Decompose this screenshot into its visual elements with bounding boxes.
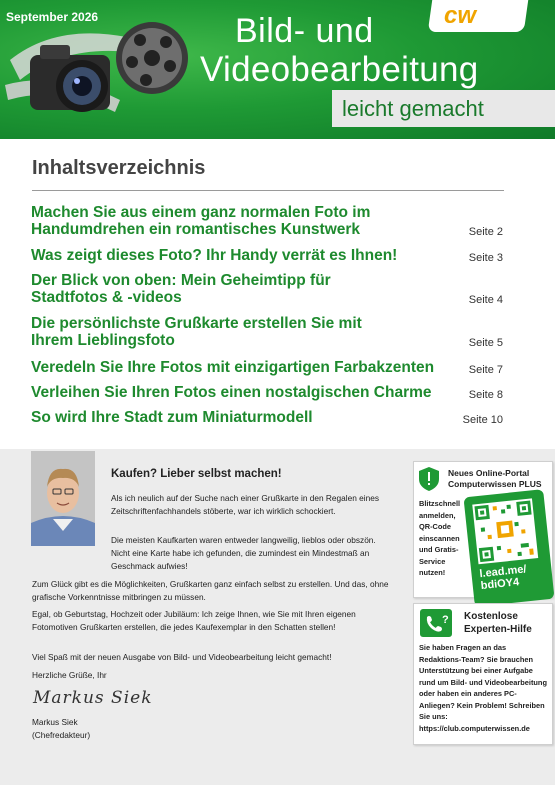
toc-item[interactable] bbox=[31, 247, 531, 264]
toc-item-page: Seite 4 bbox=[468, 294, 503, 306]
logo: cw bbox=[444, 2, 477, 29]
toc-item-title[interactable]: Der Blick von oben: Mein Geheimtipp für Stadtfotos & -videos bbox=[31, 272, 331, 306]
toc-item-title[interactable]: Machen Sie aus einem ganz normalen Foto im Handumdrehen ein romantisches Kunstwerk bbox=[31, 204, 371, 238]
help-title-line-1: Kostenlose bbox=[464, 611, 518, 622]
editorial-greeting: Herzliche Grüße, Ihr bbox=[32, 670, 107, 680]
toc-item[interactable] bbox=[31, 359, 531, 376]
subtitle: leicht gemacht bbox=[342, 96, 484, 121]
toc-item[interactable] bbox=[31, 384, 531, 401]
editorial-paragraph-start: Die meisten Kaufkarten waren entweder langweilig, lieblos oder obszön. Nicht eine Karte habe ich gefunden, die zumindest ein Mindestmaß an Geschmack aufwies! bbox=[111, 535, 376, 571]
toc-item-title[interactable]: So wird Ihre Stadt zum Miniaturmodell bbox=[31, 409, 313, 426]
logo-badge bbox=[428, 0, 528, 32]
toc-item-page: Seite 8 bbox=[468, 389, 503, 401]
toc-item[interactable] bbox=[31, 272, 531, 306]
svg-text:?: ? bbox=[442, 614, 449, 626]
toc-heading: Inhaltsverzeichnis bbox=[32, 157, 206, 179]
toc-item-page: Seite 3 bbox=[468, 252, 503, 264]
title-line-2: Videobearbeitung bbox=[200, 50, 479, 89]
author-role: (Chefredakteur) bbox=[32, 730, 91, 740]
editorial-paragraph: Als ich neulich auf der Suche nach einer Grußkarte in den Regalen eines Zeitschriftenfachhandels stöberte, war ich wirklich schockiert. bbox=[111, 493, 379, 516]
qr-url[interactable] bbox=[479, 563, 528, 592]
toc-item-title[interactable]: Die persönlichste Grußkarte erstellen Sie mit Ihrem Lieblingsfoto bbox=[31, 315, 362, 349]
toc-item-title[interactable]: Veredeln Sie Ihre Fotos mit einzigartigen Farbakzenten bbox=[31, 359, 435, 376]
editorial-paragraph: Zum Glück gibt es die Möglichkeiten, Grußkarten ganz einfach selbst zu erstellen. Und das, ohne grafische Vorkenntnisse mitbringen zu müssen. bbox=[32, 579, 389, 602]
expert-help-box bbox=[413, 603, 553, 745]
editorial-heading: Kaufen? Lieber selbst machen! bbox=[111, 468, 282, 480]
shield-icon bbox=[418, 466, 440, 492]
qr-code[interactable] bbox=[472, 498, 538, 564]
portal-title-line-1: Neues Online-Portal bbox=[448, 468, 530, 478]
toc-item-page: Seite 10 bbox=[462, 414, 503, 426]
portal-title-line-2: Computerwissen PLUS bbox=[448, 479, 542, 489]
editorial-paragraph: Viel Spaß mit der neuen Ausgabe von Bild- und Videobearbeitung leicht gemacht! bbox=[32, 652, 332, 662]
toc-item-page: Seite 5 bbox=[468, 337, 503, 349]
toc-item[interactable] bbox=[31, 204, 531, 238]
help-title-line-2: Experten-Hilfe bbox=[464, 623, 532, 635]
signature: Markus Siek bbox=[33, 688, 153, 708]
portal-text: Blitzschnell anmelden, QR-Code einscannen und Gratis-Service nutzen! bbox=[419, 499, 461, 577]
toc-item-title[interactable]: Verleihen Sie Ihren Fotos einen nostalgischen Charme bbox=[31, 384, 432, 401]
phone-question-icon bbox=[420, 609, 452, 637]
toc-divider bbox=[32, 190, 504, 191]
header-banner bbox=[0, 0, 555, 139]
toc-item-page: Seite 2 bbox=[468, 226, 503, 238]
help-title bbox=[464, 611, 532, 636]
issue-date: September 2026 bbox=[6, 10, 99, 24]
toc-item[interactable] bbox=[31, 409, 531, 426]
editorial-paragraph: Egal, ob Geburtstag, Hochzeit oder Jubiläum: Ich zeige Ihnen, wie Sie mit Ihren eigenen Fotomotiven Grußkarten erstellen, die jedes Kaufexemplar in den Schatten stellen! bbox=[32, 609, 356, 632]
qr-url-line-1[interactable]: l.ead.me/ bbox=[478, 563, 528, 581]
editorial-paragraph bbox=[111, 534, 386, 573]
toc-item-page: Seite 7 bbox=[468, 364, 503, 376]
portal-title bbox=[448, 468, 542, 490]
author-name: Markus Siek bbox=[32, 717, 78, 727]
help-text: Sie haben Fragen an das Redaktions-Team? Sie brauchen Unterstützung bei einer Aufgabe rund um Bild- und Videobearbeitung oder haben ein anderes PC-Anliegen? Kein Problem! Schreiben Sie uns: https://club.computerwissen.de bbox=[419, 643, 547, 733]
toc-item[interactable] bbox=[31, 315, 531, 349]
qr-url-line-2[interactable]: bdiOY4 bbox=[480, 576, 520, 593]
toc-item-title[interactable]: Was zeigt dieses Foto? Ihr Handy verrät es Ihnen! bbox=[31, 247, 398, 264]
qr-code-card[interactable] bbox=[463, 489, 554, 607]
title-line-1: Bild- und bbox=[235, 12, 374, 50]
author-photo bbox=[31, 451, 95, 546]
